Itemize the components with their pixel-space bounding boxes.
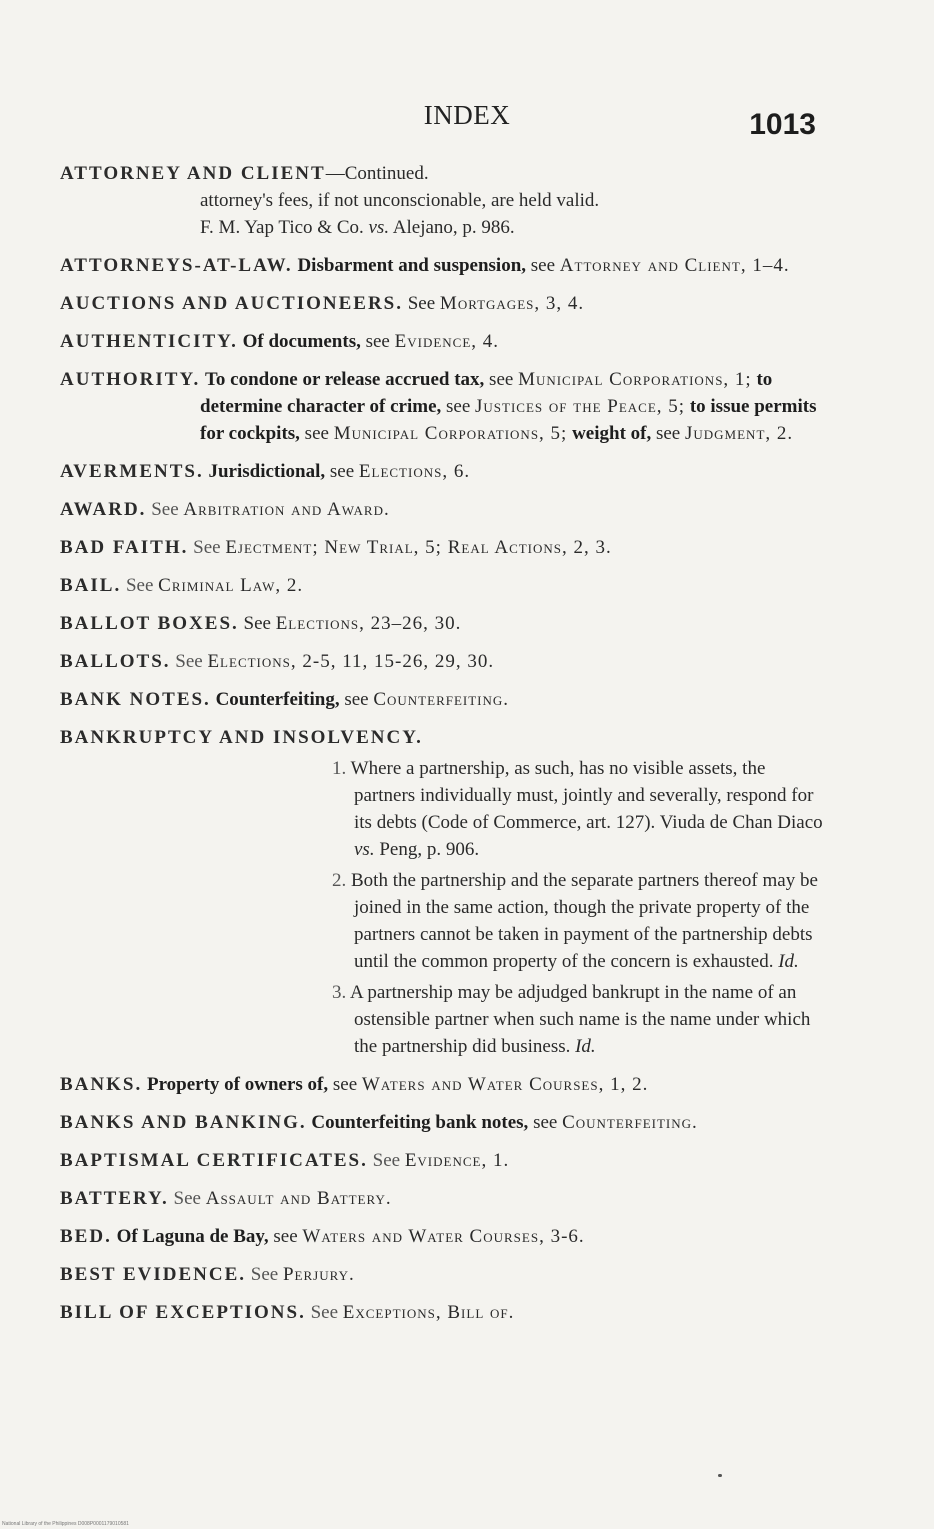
index-entry — [60, 290, 830, 317]
cross-reference: Municipal Corporations, 1; — [518, 369, 752, 390]
cross-reference: Counterfeiting. — [562, 1112, 698, 1133]
entry-topic: Counterfeiting, — [215, 689, 340, 710]
sub-entry-number: 1. — [332, 758, 347, 779]
see-word: See — [175, 651, 203, 672]
entry-text: attorney's fees, if not unconscionable, are held valid. — [200, 190, 600, 211]
entry-heading: BILL OF EXCEPTIONS. — [60, 1302, 306, 1323]
cross-reference: Ejectment; New Trial, 5; Real Actions, 2, 3. — [225, 537, 612, 558]
entry-topic: to issue permits for cockpits, — [200, 396, 817, 444]
entry-topic: Disbarment and suspension, — [297, 255, 527, 276]
entry-topic: Of documents, — [242, 331, 361, 352]
index-entry — [60, 328, 830, 355]
see-word: see — [332, 1074, 358, 1095]
cross-reference: Mortgages, 3, 4. — [439, 293, 585, 314]
index-entry — [60, 1147, 830, 1174]
sub-entry-text: Where a partnership, as such, has no visible assets, the partners individually must, jointly and severally, respond for its debts (Code of Commerce, art. 127). — [350, 758, 814, 833]
sub-entry-number: 2. — [332, 870, 347, 891]
entry-heading: AUTHORITY. — [60, 369, 201, 390]
entry-heading: BANKRUPTCY AND INSOLVENCY. — [60, 727, 423, 748]
entry-topic: Counterfeiting bank notes, — [311, 1112, 529, 1133]
entry-topic: Property of owners of, — [146, 1074, 329, 1095]
sub-entry — [200, 755, 830, 863]
index-entry — [60, 572, 830, 599]
see-word: see — [344, 689, 369, 710]
case-name-2: Peng, p. 906. — [379, 839, 480, 860]
sub-entry — [200, 979, 830, 1060]
cross-reference: Waters and Water Courses, 1, 2. — [361, 1074, 649, 1095]
cross-reference: Elections, 23–26, 30. — [275, 613, 462, 634]
index-entry — [60, 648, 830, 675]
entry-topic: Of Laguna de Bay, — [116, 1226, 269, 1247]
versus: vs. — [368, 217, 390, 238]
entry-heading: BED. — [60, 1226, 112, 1247]
see-word: see — [273, 1226, 298, 1247]
see-word: See — [372, 1150, 401, 1171]
entry-heading: AVERMENTS. — [60, 461, 204, 482]
sub-entry — [200, 867, 830, 975]
see-word: See — [125, 575, 154, 596]
see-word: see — [365, 331, 390, 352]
see-word: see — [489, 369, 514, 390]
page-number: 1013 — [749, 108, 816, 141]
cross-reference: Perjury. — [282, 1264, 355, 1285]
cross-reference: Waters and Water Courses, 3-6. — [302, 1226, 585, 1247]
idem-reference: Id. — [575, 1036, 596, 1057]
cross-reference: Justices of the Peace, 5; — [475, 396, 686, 417]
index-entry — [60, 1261, 830, 1288]
index-entries — [60, 160, 830, 1337]
cross-reference: Exceptions, Bill of. — [342, 1302, 515, 1323]
cross-reference: Criminal Law, 2. — [158, 575, 304, 596]
running-title: INDEX — [423, 100, 511, 130]
index-entry — [60, 1071, 830, 1098]
index-entry — [60, 458, 830, 485]
sub-entry-text: Both the partnership and the separate partners thereof may be joined in the same action, though the private property of the partners cannot be taken in payment of the partnership debts until the common property of the concern is exhausted. — [351, 870, 818, 972]
see-word: See — [250, 1264, 279, 1285]
cross-reference: Judgment, 2. — [685, 423, 794, 444]
index-entry — [60, 610, 830, 637]
cross-reference: Evidence, 1. — [404, 1150, 510, 1171]
case-name: F. M. Yap Tico & Co. — [200, 217, 364, 238]
cross-reference: Elections, 6. — [358, 461, 471, 482]
index-entry — [60, 252, 830, 279]
see-word: See — [310, 1302, 339, 1323]
see-word: see — [655, 423, 681, 444]
index-entry — [60, 1109, 830, 1136]
entry-heading: BALLOT BOXES. — [60, 613, 239, 634]
index-entry — [60, 724, 830, 1060]
see-word: see — [304, 423, 329, 444]
entry-heading: AUCTIONS AND AUCTIONEERS. — [60, 293, 403, 314]
cross-reference: Municipal Corporations, 5; — [333, 423, 568, 444]
index-entry — [60, 1185, 830, 1212]
index-entry — [60, 1299, 830, 1326]
see-word: see — [329, 461, 355, 482]
entry-topic: Jurisdictional, — [208, 461, 326, 482]
case-name-2: Alejano, p. 986. — [392, 217, 515, 238]
entry-heading: BANK NOTES. — [60, 689, 211, 710]
entry-heading: BANKS AND BANKING. — [60, 1112, 307, 1133]
cross-reference: Elections, 2-5, 11, 15-26, 29, 30. — [207, 651, 495, 672]
entry-heading: BEST EVIDENCE. — [60, 1264, 247, 1285]
cross-reference: Arbitration and Award. — [183, 499, 390, 520]
entry-heading: BANKS. — [60, 1074, 143, 1095]
see-word: See — [407, 293, 436, 314]
index-entry — [60, 496, 830, 523]
idem-reference: Id. — [778, 951, 799, 972]
see-word: see — [530, 255, 556, 276]
sub-entry-list — [200, 755, 830, 1060]
index-entry — [60, 686, 830, 713]
versus: vs. — [354, 839, 375, 860]
entry-heading: BAIL. — [60, 575, 122, 596]
ink-speck — [718, 1474, 722, 1477]
entry-heading: BAPTISMAL CERTIFICATES. — [60, 1150, 368, 1171]
see-word: See — [243, 613, 271, 634]
library-credit: National Library of the Philippines D008P0001179010581 — [2, 1521, 129, 1527]
index-entry — [60, 366, 830, 447]
cross-reference: Evidence, 4. — [394, 331, 500, 352]
index-entry — [60, 534, 830, 561]
index-entry — [60, 1223, 830, 1250]
entry-heading: ATTORNEYS-AT-LAW. — [60, 255, 293, 276]
entry-topic: weight of, — [572, 423, 652, 444]
index-entry — [60, 160, 830, 241]
see-word: see — [446, 396, 471, 417]
see-word: see — [533, 1112, 558, 1133]
see-word: See — [151, 499, 179, 520]
sub-entry-text: A partnership may be adjudged bankrupt in the name of an ostensible partner when such name is the name under which the partnership did business. — [349, 982, 811, 1057]
cross-reference: Assault and Battery. — [205, 1188, 392, 1209]
entry-continued: —Continued. — [325, 163, 429, 184]
sub-entry-number: 3. — [332, 982, 347, 1003]
entry-heading: AUTHENTICITY. — [60, 331, 238, 352]
entry-heading: ATTORNEY AND CLIENT — [60, 163, 326, 184]
entry-topic: to determine character of crime, — [200, 369, 773, 417]
entry-heading: BATTERY. — [60, 1188, 169, 1209]
entry-heading: BAD FAITH. — [60, 537, 189, 558]
cross-reference: Attorney and Client, 1–4. — [559, 255, 790, 276]
entry-heading: BALLOTS. — [60, 651, 171, 672]
see-word: See — [173, 1188, 201, 1209]
see-word: See — [193, 537, 221, 558]
cross-reference: Counterfeiting. — [373, 689, 510, 710]
entry-topic: To condone or release accrued tax, — [204, 369, 485, 390]
entry-heading: AWARD. — [60, 499, 147, 520]
case-name: Viuda de Chan Diaco — [659, 812, 823, 833]
